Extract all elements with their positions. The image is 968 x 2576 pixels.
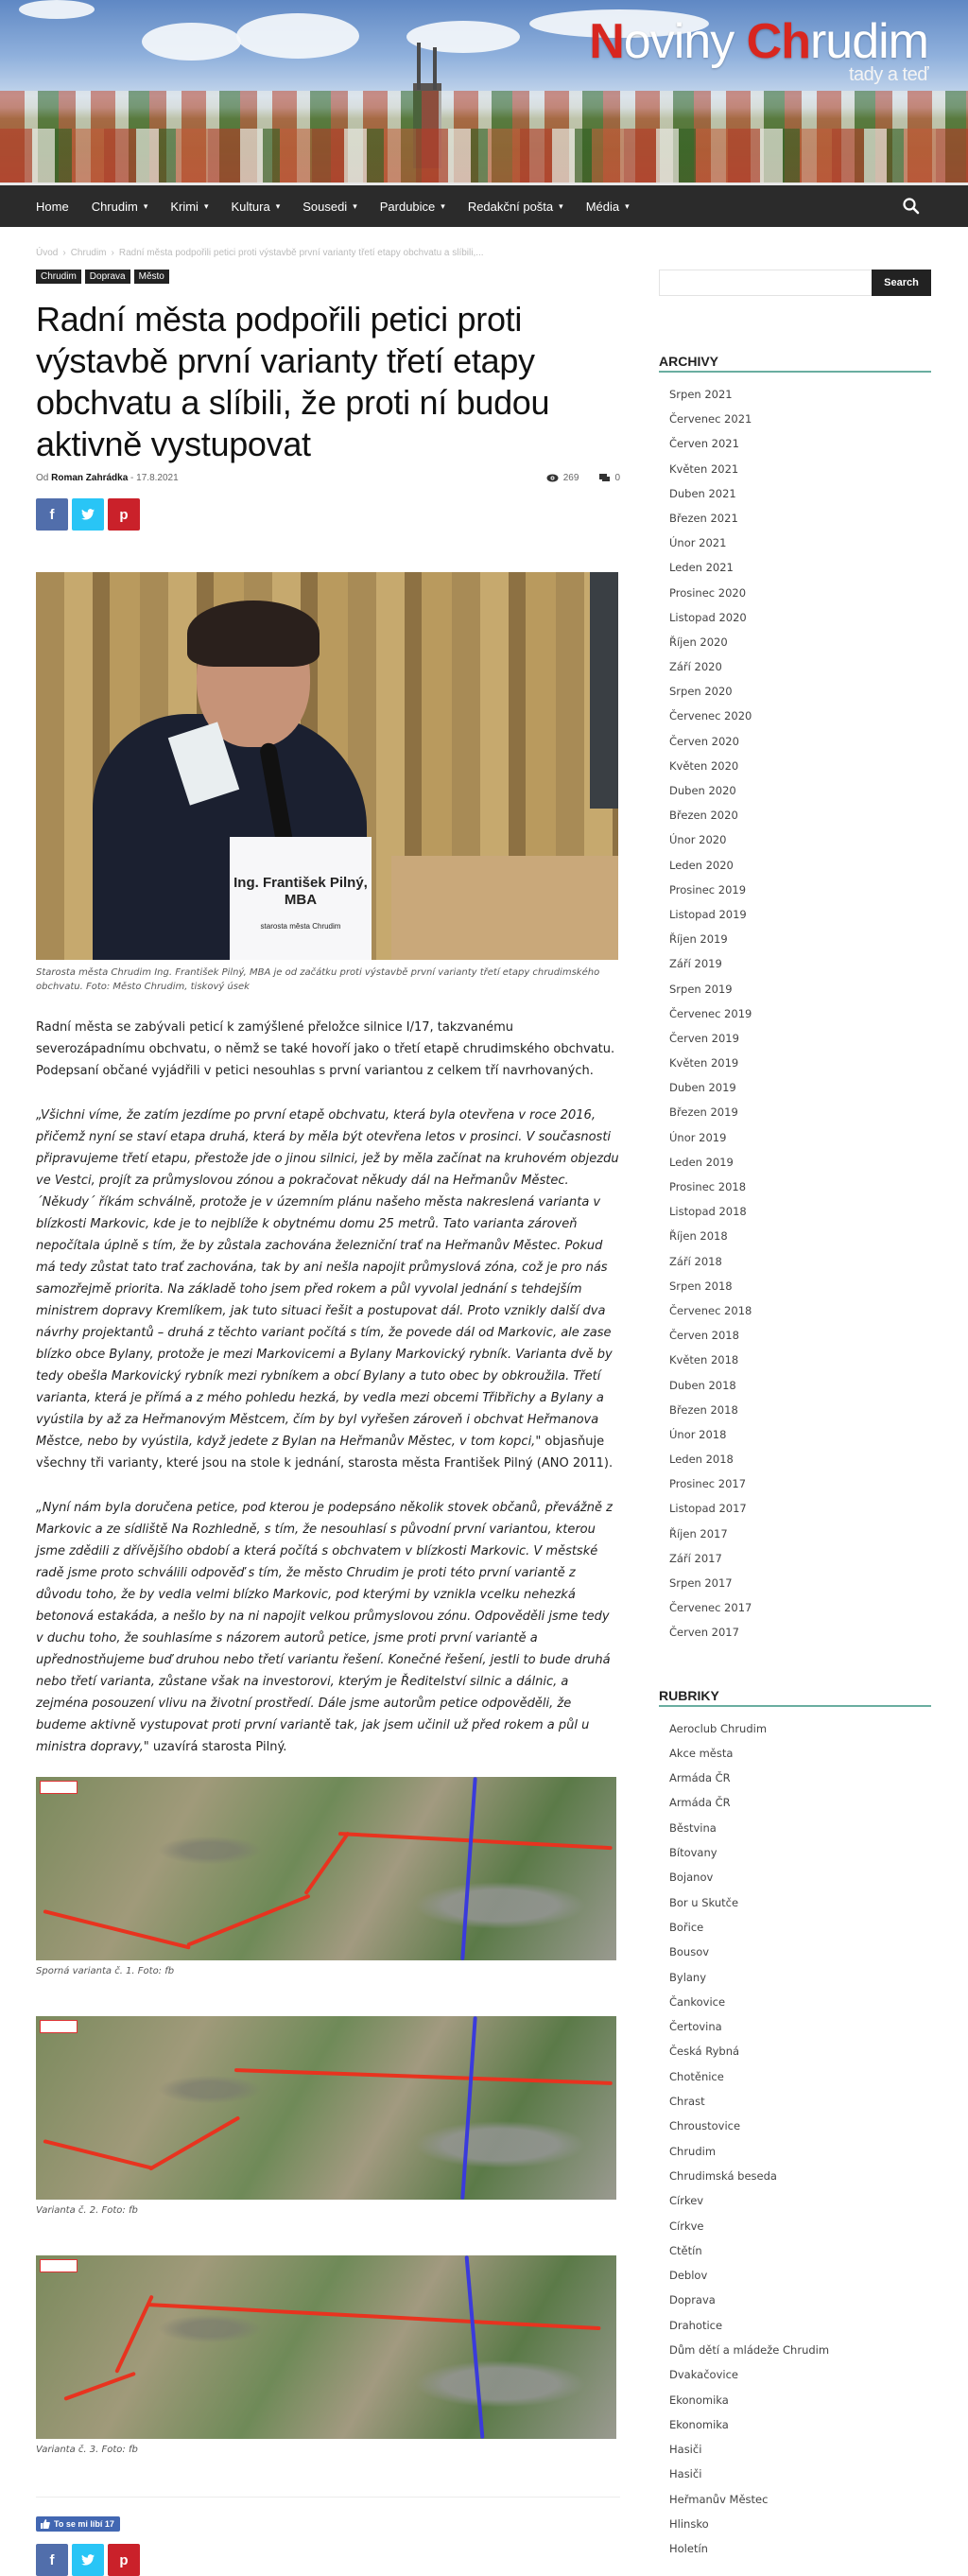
archive-link[interactable]: Únor 2019 xyxy=(669,1130,727,1144)
map-legend-box xyxy=(40,2259,78,2272)
category-link[interactable]: Ctětín xyxy=(669,2243,702,2257)
category-link[interactable]: Dům dětí a mládeže Chrudim xyxy=(669,2342,830,2357)
twitter-icon xyxy=(81,509,95,520)
article-column xyxy=(36,227,620,2576)
archive-link[interactable]: Červen 2019 xyxy=(669,1031,739,1045)
facebook-like-button[interactable] xyxy=(36,2516,120,2532)
views-count xyxy=(546,473,579,483)
category-link[interactable]: Armáda ČR xyxy=(669,1771,731,1785)
nav-item-kultura[interactable] xyxy=(231,200,280,214)
archive-link[interactable]: Prosinec 2020 xyxy=(669,585,747,600)
category-link[interactable]: Doprava xyxy=(669,2293,716,2307)
category-link[interactable]: Česká Rybná xyxy=(669,2045,740,2059)
share-facebook-button[interactable] xyxy=(36,2544,68,2576)
name-card-line1: Ing. František Pilný, xyxy=(233,875,368,891)
archive-link[interactable]: Květen 2019 xyxy=(669,1056,739,1070)
map-caption-2: Varianta č. 2. Foto: fb xyxy=(36,2205,138,2216)
comment-icon xyxy=(599,474,610,482)
eye-icon xyxy=(546,474,559,482)
breadcrumb-home[interactable]: Úvod xyxy=(36,248,59,258)
highway-line xyxy=(460,1777,477,1960)
article-photo xyxy=(36,572,618,960)
category-link[interactable]: Chrudimská beseda xyxy=(669,2168,777,2183)
byline xyxy=(36,473,179,483)
map-variant-2[interactable] xyxy=(36,2016,616,2200)
map-variant-1[interactable] xyxy=(36,1777,616,1960)
logo-letter-n: N xyxy=(589,14,624,69)
archive-link[interactable]: Září 2019 xyxy=(669,957,722,971)
logo-word-noviny: oviny xyxy=(623,14,747,69)
share-twitter-button[interactable] xyxy=(72,2544,104,2576)
nav-item-média[interactable] xyxy=(586,200,630,214)
photo-caption: Starosta města Chrudim Ing. František Pilný, MBA je od začátku proti výstavbě první varianty třetí etapy chrudimského obchvatu. Foto: Město Chrudim, tiskový úsek xyxy=(36,967,600,992)
highway-line xyxy=(465,2255,485,2439)
route-line xyxy=(43,1909,191,1950)
archive-link[interactable]: Červen 2020 xyxy=(669,734,739,748)
chevron-down-icon: ▾ xyxy=(143,200,148,211)
photo-table xyxy=(391,856,618,960)
share-twitter-button[interactable] xyxy=(72,498,104,531)
archive-link[interactable]: Duben 2019 xyxy=(669,1081,736,1095)
breadcrumb xyxy=(36,248,620,258)
pinterest-icon: p xyxy=(119,2551,129,2568)
author-link[interactable]: Roman Zahrádka xyxy=(51,473,129,483)
share-pinterest-button[interactable] xyxy=(108,498,140,531)
chevron-down-icon: ▾ xyxy=(625,200,630,211)
archive-link[interactable]: Březen 2020 xyxy=(669,809,738,823)
archive-link[interactable]: Říjen 2019 xyxy=(669,932,728,947)
article-quote-2 xyxy=(36,1497,620,1758)
sidebar xyxy=(659,227,931,2566)
share-facebook-button[interactable] xyxy=(36,498,68,531)
nav-item-redakční-pošta[interactable] xyxy=(468,200,563,214)
archive-link[interactable]: Srpen 2019 xyxy=(669,982,733,996)
site-logo[interactable] xyxy=(589,14,928,86)
by-label: Od xyxy=(36,473,49,483)
photo-name-card xyxy=(230,837,372,960)
facebook-icon: f xyxy=(49,2551,55,2568)
archives-list xyxy=(659,386,931,1649)
article-paragraph-1: Radní města se zabývali peticí k zamýšlené přeložce silnice I/17, takzvanému severozápadnímu obchvatu, o němž se také hovoří jako o třetí etapě chrudimského obchvatu. Podepsaní občané vyjádřili v petici nesouhlas s první variantou z celkem tří navrhovaných. xyxy=(36,1020,615,1078)
category-link[interactable]: Hasiči xyxy=(669,2443,702,2457)
category-link[interactable]: Bor u Skutče xyxy=(669,1895,739,1909)
logo-word-rudim: rudim xyxy=(809,14,928,69)
category-link[interactable]: Běstvina xyxy=(669,1820,717,1835)
nav-item-chrudim[interactable] xyxy=(92,200,148,214)
archive-link[interactable]: Červenec 2021 xyxy=(669,412,752,426)
nav-item-label: Chrudim xyxy=(91,199,138,214)
tag-chrudim[interactable]: Chrudim xyxy=(36,270,81,284)
category-link[interactable]: Holetín xyxy=(669,2542,708,2556)
archive-link[interactable]: Červenec 2020 xyxy=(669,709,752,723)
category-link[interactable]: Církev xyxy=(669,2194,704,2208)
breadcrumb-current: Radní města podpořili petici proti výstavbě první varianty třetí etapy obchvatu a slíbili,... xyxy=(118,248,484,258)
route-line xyxy=(303,1831,350,1895)
archive-link[interactable]: Duben 2018 xyxy=(669,1378,736,1392)
archive-link[interactable]: Únor 2018 xyxy=(669,1427,727,1441)
category-tags xyxy=(36,270,620,284)
thumbs-up-icon xyxy=(41,2519,50,2529)
archive-link[interactable]: Červen 2021 xyxy=(669,437,739,451)
spire-decoration xyxy=(433,47,437,90)
cloud-decoration xyxy=(406,21,520,53)
category-link[interactable]: Bořice xyxy=(669,1920,704,1934)
cloud-decoration xyxy=(19,0,95,19)
map-gallery xyxy=(36,1777,620,2455)
header-banner xyxy=(0,0,968,185)
sidebar-search xyxy=(659,270,931,296)
category-link[interactable]: Čankovice xyxy=(669,1994,726,2009)
breadcrumb-separator: › xyxy=(62,248,66,258)
category-link[interactable]: Bojanov xyxy=(669,1871,714,1885)
archive-link[interactable]: Listopad 2018 xyxy=(669,1205,747,1219)
route-line xyxy=(234,2068,613,2085)
archive-link[interactable]: Červenec 2017 xyxy=(669,1601,752,1615)
archive-link[interactable]: Leden 2018 xyxy=(669,1453,734,1467)
nav-item-home[interactable] xyxy=(36,200,69,214)
category-link[interactable]: Bousov xyxy=(669,1945,710,1959)
archive-link[interactable]: Leden 2020 xyxy=(669,858,734,872)
chevron-down-icon: ▾ xyxy=(203,200,209,211)
archive-link[interactable]: Září 2018 xyxy=(669,1254,722,1268)
like-count-label: To se mi líbí 17 xyxy=(54,2519,114,2529)
category-link[interactable]: Chroustovice xyxy=(669,2119,741,2133)
category-link[interactable]: Bylany xyxy=(669,1970,707,1984)
archive-link[interactable]: Srpen 2017 xyxy=(669,1576,733,1590)
breadcrumb-category[interactable]: Chrudim xyxy=(70,248,107,258)
tag-doprava[interactable]: Doprava xyxy=(85,270,130,284)
archive-link[interactable]: Prosinec 2019 xyxy=(669,882,747,896)
archive-link[interactable]: Leden 2019 xyxy=(669,1155,734,1169)
archive-link[interactable]: Prosinec 2018 xyxy=(669,1180,747,1193)
article-title: Radní města podpořili petici proti výstavbě první varianty třetí etapy obchvatu a slíbili, že proti ní budou aktivně vystupovat xyxy=(36,300,550,463)
archive-link[interactable]: Leden 2021 xyxy=(669,561,734,575)
category-link[interactable]: Chrudim xyxy=(669,2144,717,2158)
archive-link[interactable]: Červenec 2019 xyxy=(669,1006,752,1020)
map-legend-box xyxy=(40,1781,78,1794)
archive-link[interactable]: Červen 2017 xyxy=(669,1626,739,1640)
nav-item-label: Redakční pošta xyxy=(467,199,554,214)
archive-link[interactable]: Listopad 2020 xyxy=(669,610,747,624)
town-decoration xyxy=(0,129,968,185)
quote-2-text: „Nyní nám byla doručena petice, pod kterou je podepsáno několik stovek občanů, převážně z Markovic a ze sídliště Na Rozhledně, s tím, že nesouhlasí s původní první variantou, kterou jsme zdědili z dřívějšího období a která počítá s obchvatem v blízkosti Markovic. V městské radě jsme proto schválili odpověď s tím, že město Chrudim je proti této první variantě z důvodu toho, že by vedla velmi blízko Markovic, pod kterými by vznikla vcelku nehezká betonová estakáda, a nešlo by na ni napojit velkou průmyslovou zónu. Odpověděli jsme tedy v duchu toho, že souhlasíme s názorem autorů petice, jsme proti první variantě a upřednostňujeme buď druhou nebo třetí variantu řešení. Konečné řešení, jestli to bude druhá nebo třetí varianta, zůstane však na investorovi, kterým je Ředitelství silnic a dálnic, a zejména posouzení vlivu na životní prostředí. Dále jsme autorům petice odpověděli, že budeme aktivně vystupovat proti první variantě tak, jak jsem učinil už před rokem a půl u ministra dopravy," xyxy=(36,1501,613,1754)
search-icon[interactable] xyxy=(902,197,921,216)
chevron-down-icon: ▾ xyxy=(441,200,445,211)
category-link[interactable]: Dvakačovice xyxy=(669,2368,738,2382)
archive-link[interactable]: Červen 2018 xyxy=(669,1329,739,1343)
tag-mesto[interactable]: Město xyxy=(134,270,169,284)
archive-link[interactable]: Říjen 2017 xyxy=(669,1526,728,1540)
category-link[interactable]: Deblov xyxy=(669,2269,708,2283)
share-buttons-top xyxy=(36,498,620,531)
nav-item-label: Home xyxy=(36,199,69,214)
article-divider xyxy=(36,2497,620,2498)
nav-item-label: Média xyxy=(585,199,620,214)
name-card-role: starosta města Chrudim xyxy=(260,922,341,931)
archive-link[interactable]: Prosinec 2017 xyxy=(669,1477,747,1491)
logo-title xyxy=(589,14,928,69)
category-link[interactable]: Aeroclub Chrudim xyxy=(669,1721,768,1735)
nav-item-label: Krimi xyxy=(170,199,199,214)
archive-link[interactable]: Květen 2020 xyxy=(669,758,739,773)
category-link[interactable]: Armáda ČR xyxy=(669,1796,731,1810)
archive-link[interactable]: Srpen 2021 xyxy=(669,388,733,401)
search-input[interactable] xyxy=(659,270,872,296)
nav-list xyxy=(36,200,652,214)
archive-link[interactable]: Březen 2019 xyxy=(669,1105,738,1120)
route-line xyxy=(338,1832,613,1850)
nav-item-label: Kultura xyxy=(231,199,270,214)
category-link[interactable]: Chrast xyxy=(669,2095,705,2109)
comments-value: 0 xyxy=(614,473,620,483)
breadcrumb-separator: › xyxy=(111,248,114,258)
article-meta xyxy=(36,473,620,483)
logo-letters-ch: Ch xyxy=(746,14,810,69)
archive-link[interactable]: Květen 2021 xyxy=(669,461,739,476)
categories-title: RUBRIKY xyxy=(659,1688,931,1707)
category-link[interactable]: Hlinsko xyxy=(669,2517,709,2532)
route-line xyxy=(148,2115,240,2170)
nav-item-pardubice[interactable] xyxy=(380,200,445,214)
archive-link[interactable]: Listopad 2017 xyxy=(669,1502,747,1516)
facebook-icon: f xyxy=(49,506,55,523)
route-line xyxy=(63,2372,136,2401)
route-line xyxy=(147,2303,601,2330)
archive-link[interactable]: Březen 2018 xyxy=(669,1402,738,1417)
archive-link[interactable]: Srpen 2020 xyxy=(669,685,733,699)
route-line xyxy=(186,1894,310,1947)
pinterest-icon: p xyxy=(119,506,129,523)
article-stats xyxy=(546,473,620,483)
archive-link[interactable]: Říjen 2020 xyxy=(669,635,728,649)
category-link[interactable]: Církve xyxy=(669,2219,704,2233)
cloud-decoration xyxy=(236,13,359,59)
views-value: 269 xyxy=(562,473,579,483)
comments-count[interactable] xyxy=(599,473,620,483)
chevron-down-icon: ▾ xyxy=(353,200,357,211)
quote-1-attribution: objasňuje všechny tři varianty, které jsou na stole k jednání, starosta města František Pilný (ANO 2011). xyxy=(36,1435,614,1471)
categories-widget xyxy=(659,1688,931,2566)
article-quote-1 xyxy=(36,1105,620,1474)
nav-item-label: Pardubice xyxy=(379,199,436,214)
date-separator: - xyxy=(130,473,134,483)
main-nav xyxy=(0,185,968,227)
category-link[interactable]: Drahotice xyxy=(669,2318,723,2332)
archive-link[interactable]: Září 2020 xyxy=(669,660,722,674)
share-pinterest-button[interactable] xyxy=(108,2544,140,2576)
archive-link[interactable]: Březen 2021 xyxy=(669,511,738,525)
category-link[interactable]: Heřmanův Městec xyxy=(669,2492,769,2506)
archive-link[interactable]: Květen 2018 xyxy=(669,1353,739,1367)
photo-window xyxy=(590,572,618,809)
highway-line xyxy=(460,2016,477,2200)
map-legend-box xyxy=(40,2020,78,2033)
category-link[interactable]: Chotěnice xyxy=(669,2069,724,2083)
map-caption-1: Sporná varianta č. 1. Foto: fb xyxy=(36,1966,175,1976)
quote-2-attribution: uzavírá starosta Pilný. xyxy=(148,1740,287,1754)
category-link[interactable]: Ekonomika xyxy=(669,2393,729,2407)
cloud-decoration xyxy=(142,23,241,61)
name-card-line2: MBA xyxy=(284,892,318,908)
category-link[interactable]: Čertovina xyxy=(669,2020,722,2034)
category-link[interactable]: Akce města xyxy=(669,1746,734,1760)
share-buttons-bottom xyxy=(36,2544,620,2576)
archives-widget xyxy=(659,354,931,1649)
archive-link[interactable]: Září 2017 xyxy=(669,1551,722,1565)
archive-link[interactable]: Srpen 2018 xyxy=(669,1279,733,1293)
category-link[interactable]: Bítovany xyxy=(669,1846,717,1860)
category-link[interactable]: Ekonomika xyxy=(669,2417,729,2431)
nav-item-sousedi[interactable] xyxy=(302,200,357,214)
archive-link[interactable]: Únor 2020 xyxy=(669,833,727,847)
logo-tagline: tady a teď xyxy=(848,64,928,85)
chevron-down-icon: ▾ xyxy=(559,200,563,211)
archives-title: ARCHIVY xyxy=(659,354,931,373)
archive-link[interactable]: Únor 2021 xyxy=(669,536,727,550)
map-variant-3[interactable] xyxy=(36,2255,616,2439)
search-button[interactable]: Search xyxy=(872,270,931,296)
route-line xyxy=(43,2139,154,2170)
category-link[interactable]: Hasiči xyxy=(669,2467,702,2481)
map-caption-3: Varianta č. 3. Foto: fb xyxy=(36,2445,138,2455)
nav-item-krimi[interactable] xyxy=(170,200,208,214)
twitter-icon xyxy=(81,2554,95,2566)
photo-person-hair xyxy=(187,600,320,667)
archive-link[interactable]: Červenec 2018 xyxy=(669,1303,752,1317)
nav-item-label: Sousedi xyxy=(302,199,348,214)
categories-list xyxy=(659,1720,931,2566)
publish-date: 17.8.2021 xyxy=(136,473,179,483)
quote-1-text: „Všichni víme, že zatím jezdíme po první etapě obchvatu, která byla otevřena v roce 2016, přičemž nyní se staví etapa druhá, která by měla být otevřena letos v prosinci. V současnosti připravujeme třetí etapu, přestože jde o jinou silnici, jež by měla začínat na kruhovém objezdu ve Vestci, projít za průmyslovou zónou a pokračovat někudy dál na Heřmanův Městec. ´Někudy´ říkám schválně, protože je v územním plánu našeho města nakreslená varianta v blízkosti Markovic, kde je to nejblíže k obytnému domu 25 metrů. Tato varianta zároveň nepočítala úplně s tím, že by zůstala zachována železniční trať na Heřmanův Městec. Pokud má tedy zůstat tato trať zachována, tak by ani nešla napojit průmyslová zóna, což je pro nás samozřejmě priorita. Na základě toho jsem před rokem a půl vyvolal jednání s tehdejším ministrem dopravy Kremlíkem, jak tuto situaci řešit a postupovat dál. Proto vznikly další dva návrhy projektantů – druhá z těchto variant počítá s tím, že povede dál od Markovic, ale zase blízko obce Bylany, protože je mezi Markovicemi a Bylany Markovický rybník. Varianta dvě by tedy obešla Markovický rybník mezi rybníkem a obcí Bylany a tuto obec by obkroužila. Třetí varianta, která je přímá a z mého pohledu hezká, by vedla mezi obcemi Třibřichy a Bylany a vyústila by až za Heřmanovým Městcem, čím by byl vyřešen zároveň i obchvat Heřmanova Městce, nebo by vyústila, když jedete z Bylan na Heřmanův Městec, v tom kopci," xyxy=(36,1108,619,1449)
spire-decoration xyxy=(417,43,421,90)
archive-link[interactable]: Duben 2020 xyxy=(669,784,736,797)
archive-link[interactable]: Listopad 2019 xyxy=(669,907,747,921)
archive-link[interactable]: Duben 2021 xyxy=(669,486,736,500)
archive-link[interactable]: Říjen 2018 xyxy=(669,1229,728,1244)
chevron-down-icon: ▾ xyxy=(275,200,281,211)
